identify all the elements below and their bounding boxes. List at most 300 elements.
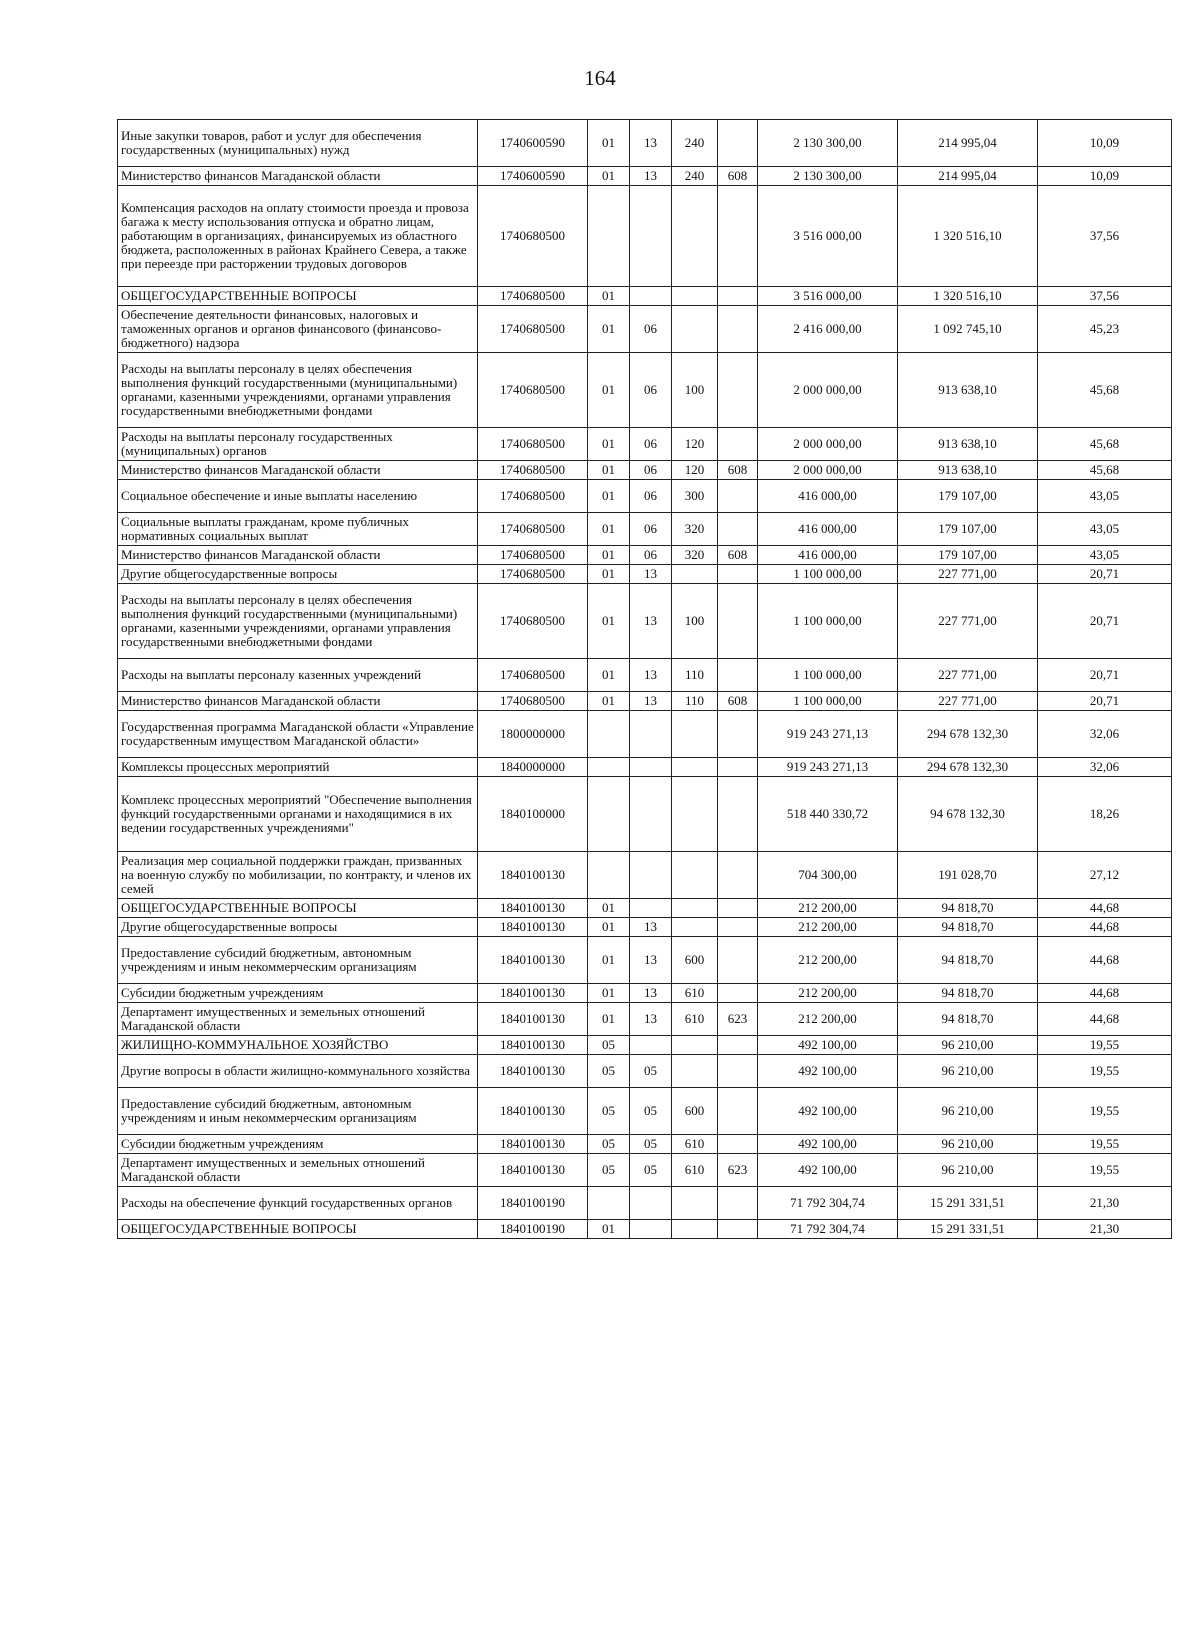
expense-type-code [672, 1187, 718, 1220]
expense-type-code: 300 [672, 480, 718, 513]
planned-amount: 416 000,00 [758, 480, 898, 513]
section-code: 05 [588, 1055, 630, 1088]
planned-amount: 1 100 000,00 [758, 584, 898, 659]
actual-amount: 1 320 516,10 [898, 287, 1038, 306]
expense-type-code [672, 711, 718, 758]
table-row [118, 899, 1172, 918]
subsection-code [630, 287, 672, 306]
section-code: 01 [588, 120, 630, 167]
row-name: Государственная программа Магаданской области «Управление государственным имуществом Магаданской области» [118, 711, 478, 758]
table-row [118, 1055, 1172, 1088]
table-row [118, 918, 1172, 937]
actual-amount: 94 818,70 [898, 937, 1038, 984]
subsection-code: 05 [630, 1154, 672, 1187]
execution-percent: 45,23 [1038, 306, 1172, 353]
table-row [118, 186, 1172, 287]
row-name: Компенсация расходов на оплату стоимости проезда и провоза багажа к месту использования отпуска и обратно лицам, работающим в организациях, финансируемых из областного бюджета, расположенных в районах Крайнего Севера, а также при переезде при расторжении трудовых договоров [118, 186, 478, 287]
expense-type-code [672, 1220, 718, 1239]
subsection-code: 13 [630, 565, 672, 584]
execution-percent: 10,09 [1038, 120, 1172, 167]
row-name: Иные закупки товаров, работ и услуг для обеспечения государственных (муниципальных) нужд [118, 120, 478, 167]
target-article-code: 1740680500 [478, 659, 588, 692]
planned-amount: 919 243 271,13 [758, 758, 898, 777]
target-article-code: 1840000000 [478, 758, 588, 777]
administrator-code [718, 287, 758, 306]
expense-type-code: 600 [672, 1088, 718, 1135]
administrator-code: 608 [718, 461, 758, 480]
planned-amount: 919 243 271,13 [758, 711, 898, 758]
execution-percent: 32,06 [1038, 711, 1172, 758]
expense-type-code: 610 [672, 984, 718, 1003]
execution-percent: 37,56 [1038, 186, 1172, 287]
table-row [118, 937, 1172, 984]
execution-percent: 44,68 [1038, 1003, 1172, 1036]
actual-amount: 913 638,10 [898, 428, 1038, 461]
actual-amount: 913 638,10 [898, 461, 1038, 480]
planned-amount: 492 100,00 [758, 1055, 898, 1088]
execution-percent: 32,06 [1038, 758, 1172, 777]
administrator-code [718, 513, 758, 546]
table-row [118, 1036, 1172, 1055]
section-code: 01 [588, 899, 630, 918]
expense-type-code: 120 [672, 428, 718, 461]
execution-percent: 19,55 [1038, 1135, 1172, 1154]
execution-percent: 43,05 [1038, 513, 1172, 546]
table-row [118, 1220, 1172, 1239]
expense-type-code: 320 [672, 513, 718, 546]
execution-percent: 21,30 [1038, 1220, 1172, 1239]
actual-amount: 96 210,00 [898, 1036, 1038, 1055]
target-article-code: 1740680500 [478, 692, 588, 711]
execution-percent: 20,71 [1038, 692, 1172, 711]
actual-amount: 94 818,70 [898, 899, 1038, 918]
administrator-code [718, 306, 758, 353]
expense-type-code [672, 918, 718, 937]
subsection-code: 06 [630, 306, 672, 353]
target-article-code: 1740680500 [478, 287, 588, 306]
actual-amount: 94 818,70 [898, 1003, 1038, 1036]
planned-amount: 212 200,00 [758, 937, 898, 984]
section-code: 01 [588, 353, 630, 428]
administrator-code [718, 186, 758, 287]
table-row [118, 1088, 1172, 1135]
target-article-code: 1740680500 [478, 353, 588, 428]
target-article-code: 1740680500 [478, 513, 588, 546]
actual-amount: 179 107,00 [898, 546, 1038, 565]
expense-type-code: 120 [672, 461, 718, 480]
target-article-code: 1800000000 [478, 711, 588, 758]
administrator-code [718, 937, 758, 984]
subsection-code: 05 [630, 1135, 672, 1154]
target-article-code: 1840100130 [478, 984, 588, 1003]
planned-amount: 416 000,00 [758, 546, 898, 565]
planned-amount: 212 200,00 [758, 918, 898, 937]
expense-type-code: 240 [672, 167, 718, 186]
expense-type-code [672, 1055, 718, 1088]
planned-amount: 2 000 000,00 [758, 353, 898, 428]
planned-amount: 1 100 000,00 [758, 692, 898, 711]
table-row [118, 513, 1172, 546]
row-name: Министерство финансов Магаданской области [118, 167, 478, 186]
actual-amount: 1 092 745,10 [898, 306, 1038, 353]
planned-amount: 2 130 300,00 [758, 120, 898, 167]
target-article-code: 1840100130 [478, 852, 588, 899]
row-name: Расходы на выплаты персоналу в целях обеспечения выполнения функций государственными (муниципальными) органами, казенными учреждениями, органами управления государственными внебюджетными фондами [118, 584, 478, 659]
subsection-code: 13 [630, 1003, 672, 1036]
target-article-code: 1840100130 [478, 1135, 588, 1154]
actual-amount: 96 210,00 [898, 1154, 1038, 1187]
planned-amount: 492 100,00 [758, 1088, 898, 1135]
budget-table [117, 119, 1172, 1239]
actual-amount: 179 107,00 [898, 513, 1038, 546]
expense-type-code: 110 [672, 659, 718, 692]
administrator-code: 608 [718, 692, 758, 711]
subsection-code [630, 1220, 672, 1239]
planned-amount: 1 100 000,00 [758, 659, 898, 692]
subsection-code: 06 [630, 480, 672, 513]
row-name: Субсидии бюджетным учреждениям [118, 984, 478, 1003]
execution-percent: 18,26 [1038, 777, 1172, 852]
actual-amount: 94 818,70 [898, 984, 1038, 1003]
expense-type-code: 610 [672, 1135, 718, 1154]
actual-amount: 15 291 331,51 [898, 1220, 1038, 1239]
row-name: Министерство финансов Магаданской области [118, 546, 478, 565]
execution-percent: 19,55 [1038, 1055, 1172, 1088]
target-article-code: 1840100130 [478, 1055, 588, 1088]
section-code: 05 [588, 1088, 630, 1135]
administrator-code [718, 428, 758, 461]
row-name: Министерство финансов Магаданской области [118, 461, 478, 480]
section-code: 05 [588, 1135, 630, 1154]
subsection-code [630, 852, 672, 899]
subsection-code [630, 899, 672, 918]
planned-amount: 2 416 000,00 [758, 306, 898, 353]
row-name: Реализация мер социальной поддержки граждан, призванных на военную службу по мобилизации, по контракту, и членов их семей [118, 852, 478, 899]
subsection-code: 06 [630, 546, 672, 565]
subsection-code: 06 [630, 353, 672, 428]
expense-type-code: 110 [672, 692, 718, 711]
expense-type-code [672, 777, 718, 852]
section-code: 01 [588, 984, 630, 1003]
section-code: 01 [588, 306, 630, 353]
section-code: 01 [588, 1220, 630, 1239]
administrator-code [718, 480, 758, 513]
actual-amount: 227 771,00 [898, 584, 1038, 659]
execution-percent: 10,09 [1038, 167, 1172, 186]
execution-percent: 20,71 [1038, 659, 1172, 692]
table-row [118, 546, 1172, 565]
section-code: 01 [588, 461, 630, 480]
section-code [588, 852, 630, 899]
planned-amount: 518 440 330,72 [758, 777, 898, 852]
planned-amount: 492 100,00 [758, 1154, 898, 1187]
actual-amount: 1 320 516,10 [898, 186, 1038, 287]
section-code: 01 [588, 513, 630, 546]
section-code: 01 [588, 287, 630, 306]
execution-percent: 20,71 [1038, 565, 1172, 584]
target-article-code: 1740680500 [478, 461, 588, 480]
actual-amount: 227 771,00 [898, 692, 1038, 711]
table-row [118, 692, 1172, 711]
subsection-code: 05 [630, 1055, 672, 1088]
subsection-code: 13 [630, 659, 672, 692]
section-code [588, 186, 630, 287]
table-row [118, 167, 1172, 186]
execution-percent: 45,68 [1038, 461, 1172, 480]
subsection-code: 13 [630, 584, 672, 659]
execution-percent: 27,12 [1038, 852, 1172, 899]
section-code: 01 [588, 937, 630, 984]
target-article-code: 1740680500 [478, 584, 588, 659]
section-code: 01 [588, 692, 630, 711]
planned-amount: 1 100 000,00 [758, 565, 898, 584]
target-article-code: 1740680500 [478, 546, 588, 565]
planned-amount: 2 130 300,00 [758, 167, 898, 186]
execution-percent: 45,68 [1038, 428, 1172, 461]
target-article-code: 1840100130 [478, 1088, 588, 1135]
planned-amount: 2 000 000,00 [758, 428, 898, 461]
expense-type-code [672, 852, 718, 899]
administrator-code [718, 984, 758, 1003]
table-row [118, 480, 1172, 513]
table-row [118, 306, 1172, 353]
table-row [118, 1003, 1172, 1036]
administrator-code [718, 659, 758, 692]
execution-percent: 44,68 [1038, 937, 1172, 984]
administrator-code [718, 120, 758, 167]
target-article-code: 1840100130 [478, 918, 588, 937]
target-article-code: 1840100130 [478, 1036, 588, 1055]
planned-amount: 71 792 304,74 [758, 1220, 898, 1239]
planned-amount: 704 300,00 [758, 852, 898, 899]
administrator-code [718, 1088, 758, 1135]
target-article-code: 1840100130 [478, 937, 588, 984]
execution-percent: 20,71 [1038, 584, 1172, 659]
table-row [118, 1154, 1172, 1187]
expense-type-code: 610 [672, 1154, 718, 1187]
subsection-code: 06 [630, 461, 672, 480]
execution-percent: 43,05 [1038, 480, 1172, 513]
target-article-code: 1740680500 [478, 565, 588, 584]
administrator-code [718, 353, 758, 428]
table-row [118, 852, 1172, 899]
target-article-code: 1840100130 [478, 1154, 588, 1187]
section-code [588, 1187, 630, 1220]
administrator-code [718, 852, 758, 899]
subsection-code: 13 [630, 692, 672, 711]
administrator-code: 608 [718, 167, 758, 186]
actual-amount: 96 210,00 [898, 1055, 1038, 1088]
execution-percent: 44,68 [1038, 899, 1172, 918]
expense-type-code: 100 [672, 584, 718, 659]
administrator-code [718, 758, 758, 777]
section-code [588, 777, 630, 852]
row-name: Комплексы процессных мероприятий [118, 758, 478, 777]
execution-percent: 19,55 [1038, 1154, 1172, 1187]
execution-percent: 44,68 [1038, 918, 1172, 937]
page-number: 164 [584, 66, 616, 90]
section-code: 01 [588, 659, 630, 692]
row-name: Другие общегосударственные вопросы [118, 918, 478, 937]
subsection-code [630, 711, 672, 758]
subsection-code: 13 [630, 937, 672, 984]
expense-type-code [672, 1036, 718, 1055]
actual-amount: 15 291 331,51 [898, 1187, 1038, 1220]
expense-type-code [672, 758, 718, 777]
table-row [118, 758, 1172, 777]
administrator-code: 623 [718, 1003, 758, 1036]
table-row [118, 659, 1172, 692]
planned-amount: 3 516 000,00 [758, 186, 898, 287]
section-code: 01 [588, 546, 630, 565]
execution-percent: 19,55 [1038, 1036, 1172, 1055]
subsection-code [630, 777, 672, 852]
table-row [118, 777, 1172, 852]
target-article-code: 1740680500 [478, 428, 588, 461]
table-row [118, 120, 1172, 167]
administrator-code: 608 [718, 546, 758, 565]
row-name: Расходы на выплаты персоналу казенных учреждений [118, 659, 478, 692]
subsection-code [630, 186, 672, 287]
row-name: Предоставление субсидий бюджетным, автономным учреждениям и иным некоммерческим организациям [118, 1088, 478, 1135]
expense-type-code: 320 [672, 546, 718, 565]
table-row [118, 1187, 1172, 1220]
administrator-code [718, 899, 758, 918]
target-article-code: 1840100130 [478, 1003, 588, 1036]
row-name: Обеспечение деятельности финансовых, налоговых и таможенных органов и органов финансового (финансово-бюджетного) надзора [118, 306, 478, 353]
expense-type-code [672, 565, 718, 584]
subsection-code [630, 1036, 672, 1055]
execution-percent: 44,68 [1038, 984, 1172, 1003]
subsection-code: 06 [630, 513, 672, 546]
planned-amount: 492 100,00 [758, 1036, 898, 1055]
table-row [118, 353, 1172, 428]
subsection-code: 05 [630, 1088, 672, 1135]
administrator-code [718, 1055, 758, 1088]
actual-amount: 191 028,70 [898, 852, 1038, 899]
actual-amount: 214 995,04 [898, 120, 1038, 167]
target-article-code: 1840100130 [478, 899, 588, 918]
actual-amount: 94 818,70 [898, 918, 1038, 937]
actual-amount: 214 995,04 [898, 167, 1038, 186]
section-code: 01 [588, 565, 630, 584]
row-name: Расходы на выплаты персоналу государственных (муниципальных) органов [118, 428, 478, 461]
expense-type-code: 610 [672, 1003, 718, 1036]
row-name: Министерство финансов Магаданской области [118, 692, 478, 711]
expense-type-code [672, 306, 718, 353]
expense-type-code: 600 [672, 937, 718, 984]
section-code: 01 [588, 1003, 630, 1036]
expense-type-code [672, 186, 718, 287]
target-article-code: 1740600590 [478, 167, 588, 186]
section-code: 01 [588, 167, 630, 186]
target-article-code: 1840100000 [478, 777, 588, 852]
execution-percent: 21,30 [1038, 1187, 1172, 1220]
administrator-code [718, 584, 758, 659]
planned-amount: 2 000 000,00 [758, 461, 898, 480]
actual-amount: 913 638,10 [898, 353, 1038, 428]
row-name: Другие общегосударственные вопросы [118, 565, 478, 584]
execution-percent: 43,05 [1038, 546, 1172, 565]
planned-amount: 71 792 304,74 [758, 1187, 898, 1220]
planned-amount: 416 000,00 [758, 513, 898, 546]
administrator-code [718, 777, 758, 852]
subsection-code [630, 1187, 672, 1220]
row-name: Департамент имущественных и земельных отношений Магаданской области [118, 1003, 478, 1036]
planned-amount: 3 516 000,00 [758, 287, 898, 306]
actual-amount: 227 771,00 [898, 659, 1038, 692]
table-row [118, 565, 1172, 584]
administrator-code: 623 [718, 1154, 758, 1187]
administrator-code [718, 1220, 758, 1239]
section-code: 01 [588, 480, 630, 513]
execution-percent: 37,56 [1038, 287, 1172, 306]
row-name: Комплекс процессных мероприятий "Обеспечение выполнения функций государственными органами и находящимися в их ведении государственных учреждениями" [118, 777, 478, 852]
row-name: Расходы на обеспечение функций государственных органов [118, 1187, 478, 1220]
subsection-code: 13 [630, 984, 672, 1003]
row-name: Департамент имущественных и земельных отношений Магаданской области [118, 1154, 478, 1187]
expense-type-code [672, 899, 718, 918]
table-row [118, 711, 1172, 758]
table-row [118, 1135, 1172, 1154]
subsection-code: 13 [630, 167, 672, 186]
section-code: 05 [588, 1154, 630, 1187]
planned-amount: 492 100,00 [758, 1135, 898, 1154]
actual-amount: 96 210,00 [898, 1088, 1038, 1135]
section-code: 01 [588, 918, 630, 937]
row-name: Предоставление субсидий бюджетным, автономным учреждениям и иным некоммерческим организациям [118, 937, 478, 984]
section-code: 05 [588, 1036, 630, 1055]
actual-amount: 96 210,00 [898, 1135, 1038, 1154]
row-name: ОБЩЕГОСУДАРСТВЕННЫЕ ВОПРОСЫ [118, 287, 478, 306]
section-code [588, 758, 630, 777]
row-name: Другие вопросы в области жилищно-коммунального хозяйства [118, 1055, 478, 1088]
row-name: Расходы на выплаты персоналу в целях обеспечения выполнения функций государственными (муниципальными) органами, казенными учреждениями, органами управления государственными внебюджетными фондами [118, 353, 478, 428]
table-row [118, 461, 1172, 480]
target-article-code: 1740680500 [478, 306, 588, 353]
actual-amount: 179 107,00 [898, 480, 1038, 513]
actual-amount: 294 678 132,30 [898, 711, 1038, 758]
table-body [118, 120, 1172, 1239]
row-name: ОБЩЕГОСУДАРСТВЕННЫЕ ВОПРОСЫ [118, 899, 478, 918]
target-article-code: 1740680500 [478, 186, 588, 287]
execution-percent: 19,55 [1038, 1088, 1172, 1135]
row-name: ЖИЛИЩНО-КОММУНАЛЬНОЕ ХОЗЯЙСТВО [118, 1036, 478, 1055]
section-code: 01 [588, 584, 630, 659]
row-name: Социальное обеспечение и иные выплаты населению [118, 480, 478, 513]
table-row [118, 428, 1172, 461]
planned-amount: 212 200,00 [758, 899, 898, 918]
execution-percent: 45,68 [1038, 353, 1172, 428]
planned-amount: 212 200,00 [758, 1003, 898, 1036]
table-row [118, 584, 1172, 659]
administrator-code [718, 565, 758, 584]
actual-amount: 94 678 132,30 [898, 777, 1038, 852]
target-article-code: 1840100190 [478, 1220, 588, 1239]
target-article-code: 1740600590 [478, 120, 588, 167]
expense-type-code: 100 [672, 353, 718, 428]
target-article-code: 1740680500 [478, 480, 588, 513]
subsection-code [630, 758, 672, 777]
actual-amount: 294 678 132,30 [898, 758, 1038, 777]
administrator-code [718, 1036, 758, 1055]
expense-type-code [672, 287, 718, 306]
subsection-code: 13 [630, 120, 672, 167]
row-name: ОБЩЕГОСУДАРСТВЕННЫЕ ВОПРОСЫ [118, 1220, 478, 1239]
section-code [588, 711, 630, 758]
administrator-code [718, 711, 758, 758]
planned-amount: 212 200,00 [758, 984, 898, 1003]
